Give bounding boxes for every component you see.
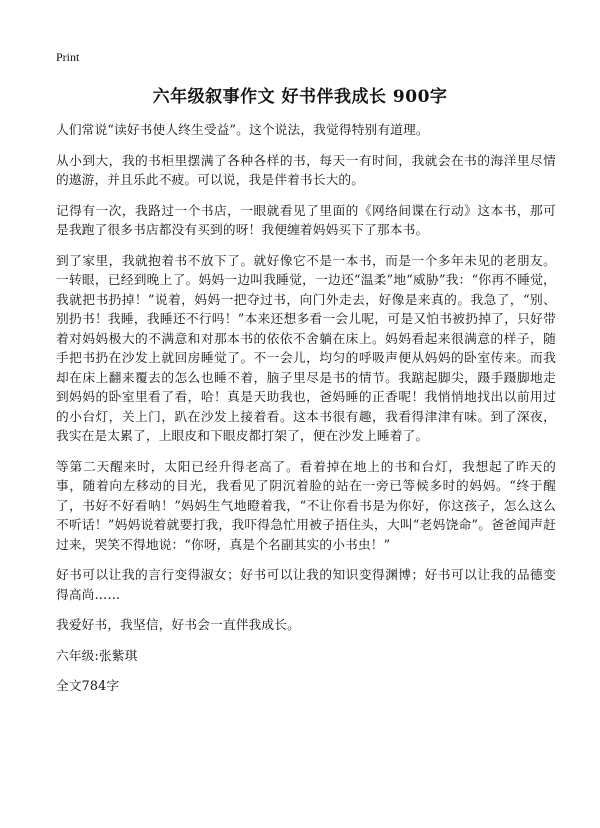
article-title: 六年级叙事作文 好书伴我成长 900字 — [152, 87, 448, 107]
word-count: 全文784字 — [56, 678, 120, 693]
print-link[interactable]: Print — [56, 50, 80, 64]
author-line: 六年级:张紫琪 — [56, 647, 138, 663]
paragraph-next-morning: 等第二天醒来时，太阳已经升得老高了。看着掉在地上的书和台灯，我想起了昨天的事，随着向左移动的目光，我看见了阴沉着脸的站在一旁已等候多时的妈妈。“终于醒了，书好不好看呐！”妈妈生气地瞪着我，“不让你看书是为你好，你这孩子，怎么这么不听话！”妈妈说着就要打我，我吓得急忙用被子捂住头，大叫“老妈饶命”。爸爸闻声赶过来，哭笑不得地说：“你呀，真是个名副其实的小书虫！” — [56, 458, 556, 552]
paragraph-growing-up: 从小到大，我的书柜里摆满了各种各样的书，每天一有时间，我就会在书的海洋里尽情的遨游，并且乐此不疲。可以说，我是伴着书长大的。 — [56, 152, 556, 187]
article-body — [56, 120, 556, 707]
paragraph-benefits: 好书可以让我的言行变得淑女；好书可以让我的知识变得渊博；好书可以让我的品德变得高尚…… — [56, 567, 556, 602]
paragraph-bookstore: 记得有一次，我路过一个书店，一眼就看见了里面的《网络间谍在行动》这本书，那可是我跑了很多书店都没有买到的呀！我便缠着妈妈买下了那本书。 — [56, 202, 556, 237]
paragraph-conclusion: 我爱好书，我坚信，好书会一直伴我成长。 — [56, 617, 300, 632]
paragraph-night-reading: 到了家里，我就抱着书不放下了。就好像它不是一本书，而是一个多年未见的老朋友。一转眼，已经到晚上了。妈妈一边叫我睡觉，一边还“温柔”地“威胁”我：“你再不睡觉，我就把书扔掉！”说着，妈妈一把夺过书，向门外走去，好像是来真的。我急了，“别、别扔书！我睡，我睡还不行吗！”本来还想多看一会儿呢，可是又怕书被扔掉了，只好带着对妈妈极大的不满意和对那本书的依依不舍躺在床上。妈妈看起来很满意的样子，随手把书扔在沙发上就回房睡觉了。不一会儿，均匀的呼吸声便从妈妈的卧室传来。而我却在床上翻来覆去的怎么也睡不着，脑子里尽是书的情节。我踮起脚尖，蹑手蹑脚地走到妈妈的卧室里看了看，哈！真是天助我也，爸妈睡的正香呢！我悄悄地找出以前用过的小台灯，关上门，趴在沙发上接着看。这本书很有趣，我看得津津有味。到了深夜，我实在是太累了，上眼皮和下眼皮都打架了，便在沙发上睡着了。 — [56, 252, 556, 443]
paragraph-intro: 人们常说“读好书使人终生受益”。这个说法，我觉得特别有道理。 — [56, 122, 429, 137]
